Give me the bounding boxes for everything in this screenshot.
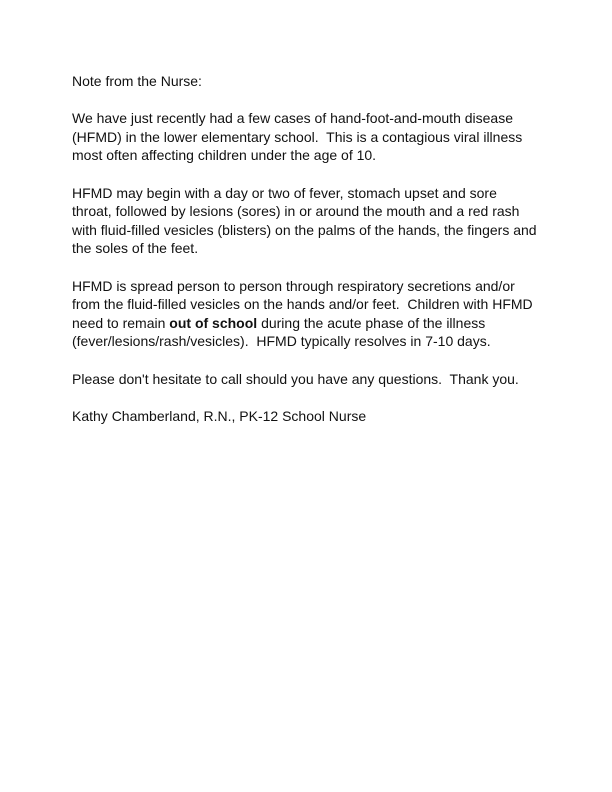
- paragraph-questions: Please don't hesitate to call should you have any questions. Thank you.: [72, 370, 519, 387]
- paragraph-spread-text-1: HFMD is spread person to person through respiratory secretions and/or from the fluid-filled vesicles on the hands and/or feet. Children with HFMD need to remain: [72, 277, 533, 331]
- out-of-school-emphasis: out of school: [169, 314, 258, 331]
- document-page: [72, 72, 542, 425]
- paragraph-symptoms: HFMD may begin with a day or two of fever, stomach upset and sore throat, followed by lesions (sores) in or around the mouth and a red rash with fluid-filled vesicles (blisters) on the palms of the hands, the fingers and the soles of the feet.: [72, 184, 537, 257]
- signature-line: Kathy Chamberland, R.N., PK-12 School Nurse: [72, 407, 367, 424]
- greeting-line: Note from the Nurse:: [72, 73, 202, 89]
- paragraph-cases: We have just recently had a few cases of hand-foot-and-mouth disease (HFMD) in the lower elementary school. This is a contagious viral illness most often affecting children under the age of 10.: [72, 110, 523, 164]
- paragraph-spread: [72, 277, 542, 351]
- paragraph-spread-text-2: during the acute phase of the illness (fever/lesions/rash/vesicles). HFMD typically resolves in 7-10 days.: [72, 314, 491, 350]
